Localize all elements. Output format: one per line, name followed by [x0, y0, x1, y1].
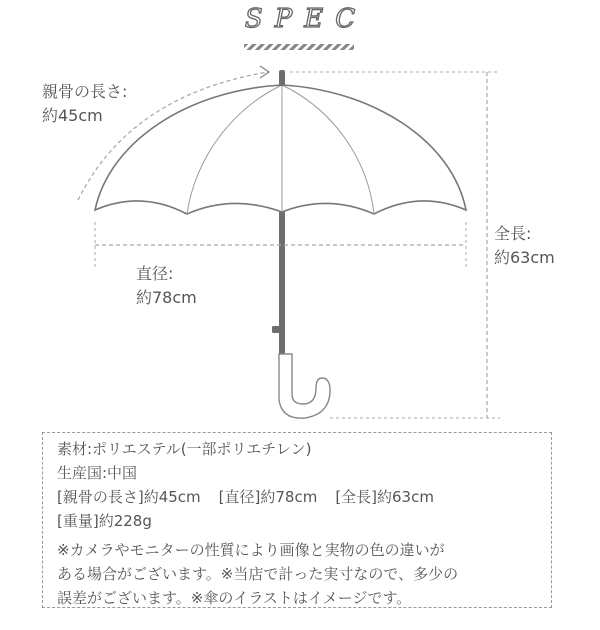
spec-heading: SPEC — [244, 4, 368, 34]
spec-details-box — [42, 432, 552, 608]
rib-length-name: 親骨の長さ: — [42, 82, 128, 101]
shaft-button — [272, 326, 280, 333]
spec-note — [57, 538, 537, 610]
diameter-value: 約78cm — [136, 288, 197, 307]
spec-weight: [重量]約228g — [57, 512, 152, 530]
spec-total: [全長]約63cm — [335, 488, 434, 506]
diameter-label — [136, 262, 197, 310]
spec-diameter: [直径]約78cm — [218, 488, 318, 506]
note-line-1: ※カメラやモニターの性質により画像と実物の色の違いが — [57, 541, 445, 559]
spec-material: 素材:ポリエステル(一部ポリエチレン) — [57, 440, 312, 458]
spec-origin: 生産国:中国 — [57, 464, 138, 482]
rib-length-label — [42, 80, 127, 128]
total-length-value: 約63cm — [494, 248, 555, 267]
umbrella-handle — [279, 354, 330, 418]
spec-dimensions — [57, 485, 537, 509]
umbrella-shaft — [279, 212, 285, 354]
rib-length-value: 約45cm — [42, 106, 103, 125]
total-length-name: 全長: — [494, 224, 532, 243]
umbrella-illustration — [95, 70, 466, 418]
spec-rib: [親骨の長さ]約45cm — [57, 488, 201, 506]
note-line-3: 誤差がございます。※傘のイラストはイメージです。 — [57, 589, 412, 607]
umbrella-canopy — [95, 85, 466, 214]
umbrella-tip — [279, 70, 285, 86]
diameter-name: 直径: — [136, 264, 174, 283]
total-length-label — [494, 222, 555, 270]
note-line-2: ある場合がございます。※当店で計った実寸なので、多少の — [57, 565, 459, 583]
